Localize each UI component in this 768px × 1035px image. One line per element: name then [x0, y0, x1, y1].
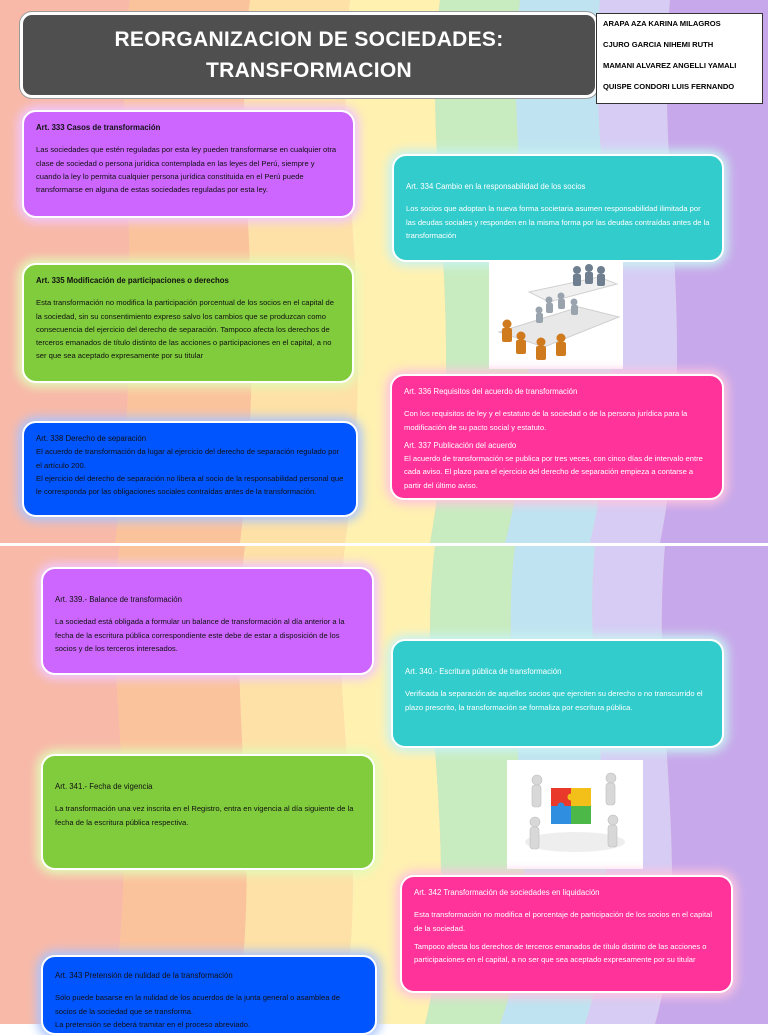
art-342-box [400, 875, 733, 993]
art-339-box [41, 567, 374, 675]
art-339-heading: Art. 339.- Balance de transformación [55, 595, 182, 604]
art-343-box [41, 955, 377, 1035]
art-336-body: Con los requisitos de ley y el estatuto de la sociedad o de la persona jurídica para la modificación de su pacto social y estatuto. [404, 409, 688, 432]
art-343-body-2: La pretensión se deberá tramitar en el proceso abreviado. [55, 1019, 251, 1029]
art-340-box [391, 639, 724, 748]
art-343-heading: Art. 343 Pretensión de nulidad de la transformación [55, 971, 233, 980]
author-4: QUISPE CONDORI LUIS FERNANDO [603, 82, 735, 91]
art-335-body: Esta transformación no modifica la participación porcentual de los socios en el capital de la sociedad, sin su consentimiento expreso salvo los cambios que se produzcan como consecuencia del ejercicio del derecho de separación. Tampoco afecta los derechos de terceros emanados de título distinto de las acciones o participaciones en el capital, a no ser que sea aceptado expresamente por su titular [36, 298, 335, 361]
art-343-body-1: Sólo puede basarse en la nulidad de los acuerdos de la junta general o asamblea de socios de la sociedad que se transforma. [55, 993, 340, 1016]
art-333-heading: Art. 333 Casos de transformación [36, 123, 161, 132]
art-337-heading: Art. 337 Publicación del acuerdo [404, 440, 517, 450]
puzzle-team-illustration [507, 760, 643, 869]
art-342-heading: Art. 342 Transformación de sociedades en liquidación [414, 888, 600, 897]
art-341-box [41, 754, 375, 870]
title-line-1: REORGANIZACION DE SOCIEDADES: [114, 28, 504, 51]
art-337-body: El acuerdo de transformación se publica por tres veces, con cinco días de intervalo entre cada aviso. El plazo para el ejercicio del derecho de separación empieza a contarse a partir del último aviso. [404, 454, 703, 490]
art-336-337-box [390, 374, 724, 500]
title-box [20, 12, 598, 98]
art-338-heading: Art. 338 Derecho de separación [36, 434, 147, 443]
art-335-heading: Art. 335 Modificación de participaciones o derechos [36, 276, 229, 285]
people-on-blocks-icon [489, 262, 623, 369]
authors-box [596, 13, 763, 104]
puzzle-pieces-icon [507, 760, 643, 869]
art-333-body: Las sociedades que estén reguladas por esta ley pueden transformarse en cualquier otra clase de sociedad o persona jurídica contemplada en las leyes del Perú, siempre y cuando la ley lo permita cualquier persona jurídica constituida en el Perú puede transformarse en alguna de estas sociedades reguladas por esta ley. [36, 145, 337, 195]
art-341-body: La transformación una vez inscrita en el Registro, entra en vigencia al día siguiente de la fecha de la escritura pública respectiva. [55, 804, 354, 827]
art-338-box [22, 421, 358, 517]
art-342-body-1: Esta transformación no modifica el porcentaje de participación de los socios en el capital de la sociedad. [414, 910, 713, 933]
title-line-2: TRANSFORMACION [205, 59, 413, 82]
art-340-body: Verificada la separación de aquellos socios que ejerciten su derecho o no transcurrido el plazo prescrito, la transformación se formaliza por escritura pública. [405, 689, 703, 712]
art-340-heading: Art. 340.- Escritura pública de transformación [405, 667, 562, 676]
slide-2 [0, 546, 768, 1029]
author-3: MAMANI ALVAREZ ANGELLI YAMALI [603, 61, 737, 70]
art-338-body-1: El acuerdo de transformación da lugar al ejercicio del derecho de separación regulado por el artículo 200. [36, 447, 340, 470]
art-341-heading: Art. 341.- Fecha de vigencia [55, 782, 153, 791]
author-1: ARAPA AZA KARINA MILAGROS [603, 19, 721, 28]
art-335-box [22, 263, 354, 383]
art-334-heading: Art. 334 Cambio en la responsabilidad de los socios [406, 182, 586, 191]
art-338-body-2: El ejercicio del derecho de separación no libera al socio de la responsabilidad personal que le corresponda por las obligaciones sociales contraídas antes de la transformación. [36, 473, 344, 497]
art-334-body: Los socios que adoptan la nueva forma societaria asumen responsabilidad ilimitada por las deudas sociales y responden en la misma forma por las deudas contraídas antes de la transformación [406, 204, 710, 240]
art-334-box [392, 154, 724, 262]
art-339-body: La sociedad está obligada a formular un balance de transformación al día anterior a la fecha de la escritura pública correspondiente este debe de estar a disposición de los socios y de los terceros interesados. [55, 617, 345, 653]
art-336-heading: Art. 336 Requisitos del acuerdo de transformación [404, 387, 578, 396]
business-people-illustration [489, 262, 623, 369]
art-342-body-2: Tampoco afecta los derechos de terceros emanados de título distinto de las acciones o participaciones en el capital, a no ser que sea aceptado expresamente por su titular [414, 941, 707, 965]
author-2: CJURO GARCIA NIHEMI RUTH [603, 40, 714, 49]
art-333-box [22, 110, 355, 218]
